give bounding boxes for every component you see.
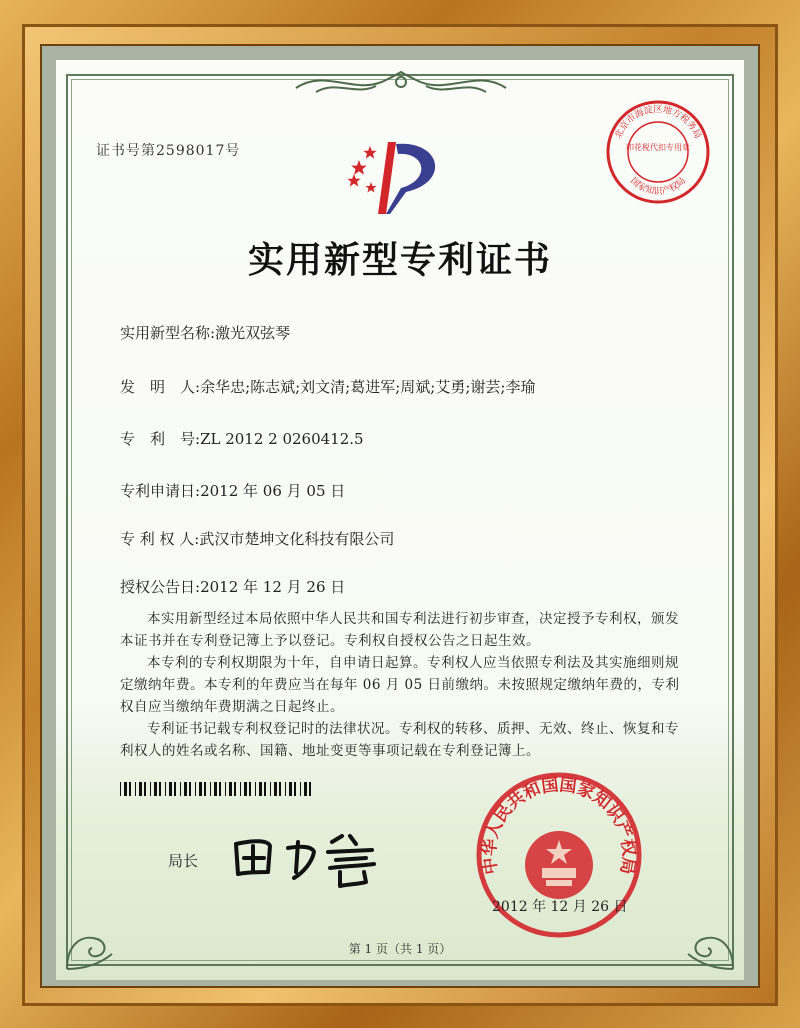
field-application-date <box>120 480 345 501</box>
top-ornament-icon <box>286 66 516 100</box>
field-label: 专 利 号: <box>120 430 201 448</box>
field-value: 2012 年 06 月 05 日 <box>200 482 346 500</box>
field-grant-date <box>120 576 345 597</box>
field-value: 余华忠;陈志斌;刘文清;葛进军;周斌;艾勇;谢芸;李瑜 <box>200 378 536 396</box>
field-label: 实用新型名称: <box>120 324 216 342</box>
barcode-icon <box>120 782 314 796</box>
page-number: 第 1 页（共 1 页） <box>348 942 452 956</box>
field-value: 武汉市楚坤文化科技有限公司 <box>199 530 395 548</box>
tax-stamp-outer-text: 北京市海淀区地方税务局 <box>613 105 703 141</box>
body-paragraph: 专利证书记载专利权登记时的法律状况。专利权的转移、质押、无效、终止、恢复和专利权人的姓名或名称、国籍、地址变更等事项记载在专利登记簿上。 <box>120 721 679 759</box>
certificate-paper <box>56 60 744 980</box>
seal-text: 中华人民共和国国家知识产权局 <box>479 775 639 876</box>
certificate-title: 实用新型专利证书 <box>247 239 552 281</box>
body-paragraph: 本实用新型经过本局依照中华人民共和国专利法进行初步审查，决定授予专利权，颁发本证书并在专利登记簿上予以登记。专利权自授权公告之日起生效。 <box>120 611 679 649</box>
tax-stamp-center-text: 印花税代扣专用章 <box>626 143 690 152</box>
director-label: 局长 <box>168 852 199 870</box>
field-value: 激光双弦琴 <box>215 324 291 342</box>
director-signature <box>224 822 384 892</box>
field-value: ZL 2012 2 0260412.5 <box>200 430 364 448</box>
field-label: 专 利 权 人: <box>120 530 200 548</box>
tax-stamp-bottom-text: 国家知识产权局 <box>628 176 688 197</box>
seal-date: 2012 年 12 月 26 日 <box>492 899 628 915</box>
sipo-logo-icon <box>346 132 456 222</box>
national-emblem-icon <box>525 831 593 899</box>
field-label: 专利申请日: <box>120 482 201 500</box>
tax-stamp <box>604 98 712 206</box>
field-patentee <box>120 528 394 549</box>
certificate-body <box>120 608 682 762</box>
field-patent-number <box>120 428 364 449</box>
field-value: 2012 年 12 月 26 日 <box>200 578 346 596</box>
body-paragraph: 本专利的专利权期限为十年，自申请日起算。专利权人应当依照专利法及其实施细则规定缴纳年费。本专利的年费应当在每年 06 月 05 日前缴纳。未按照规定缴纳年费的，专利权自应当缴纳年费期满之日起终止。 <box>120 655 680 715</box>
field-inventors <box>120 376 535 397</box>
field-label: 授权公告日: <box>120 578 201 596</box>
certificate-number: 证书号第2598017号 <box>96 143 241 159</box>
field-utility-model-name <box>120 322 290 343</box>
field-label: 发 明 人: <box>120 378 201 396</box>
